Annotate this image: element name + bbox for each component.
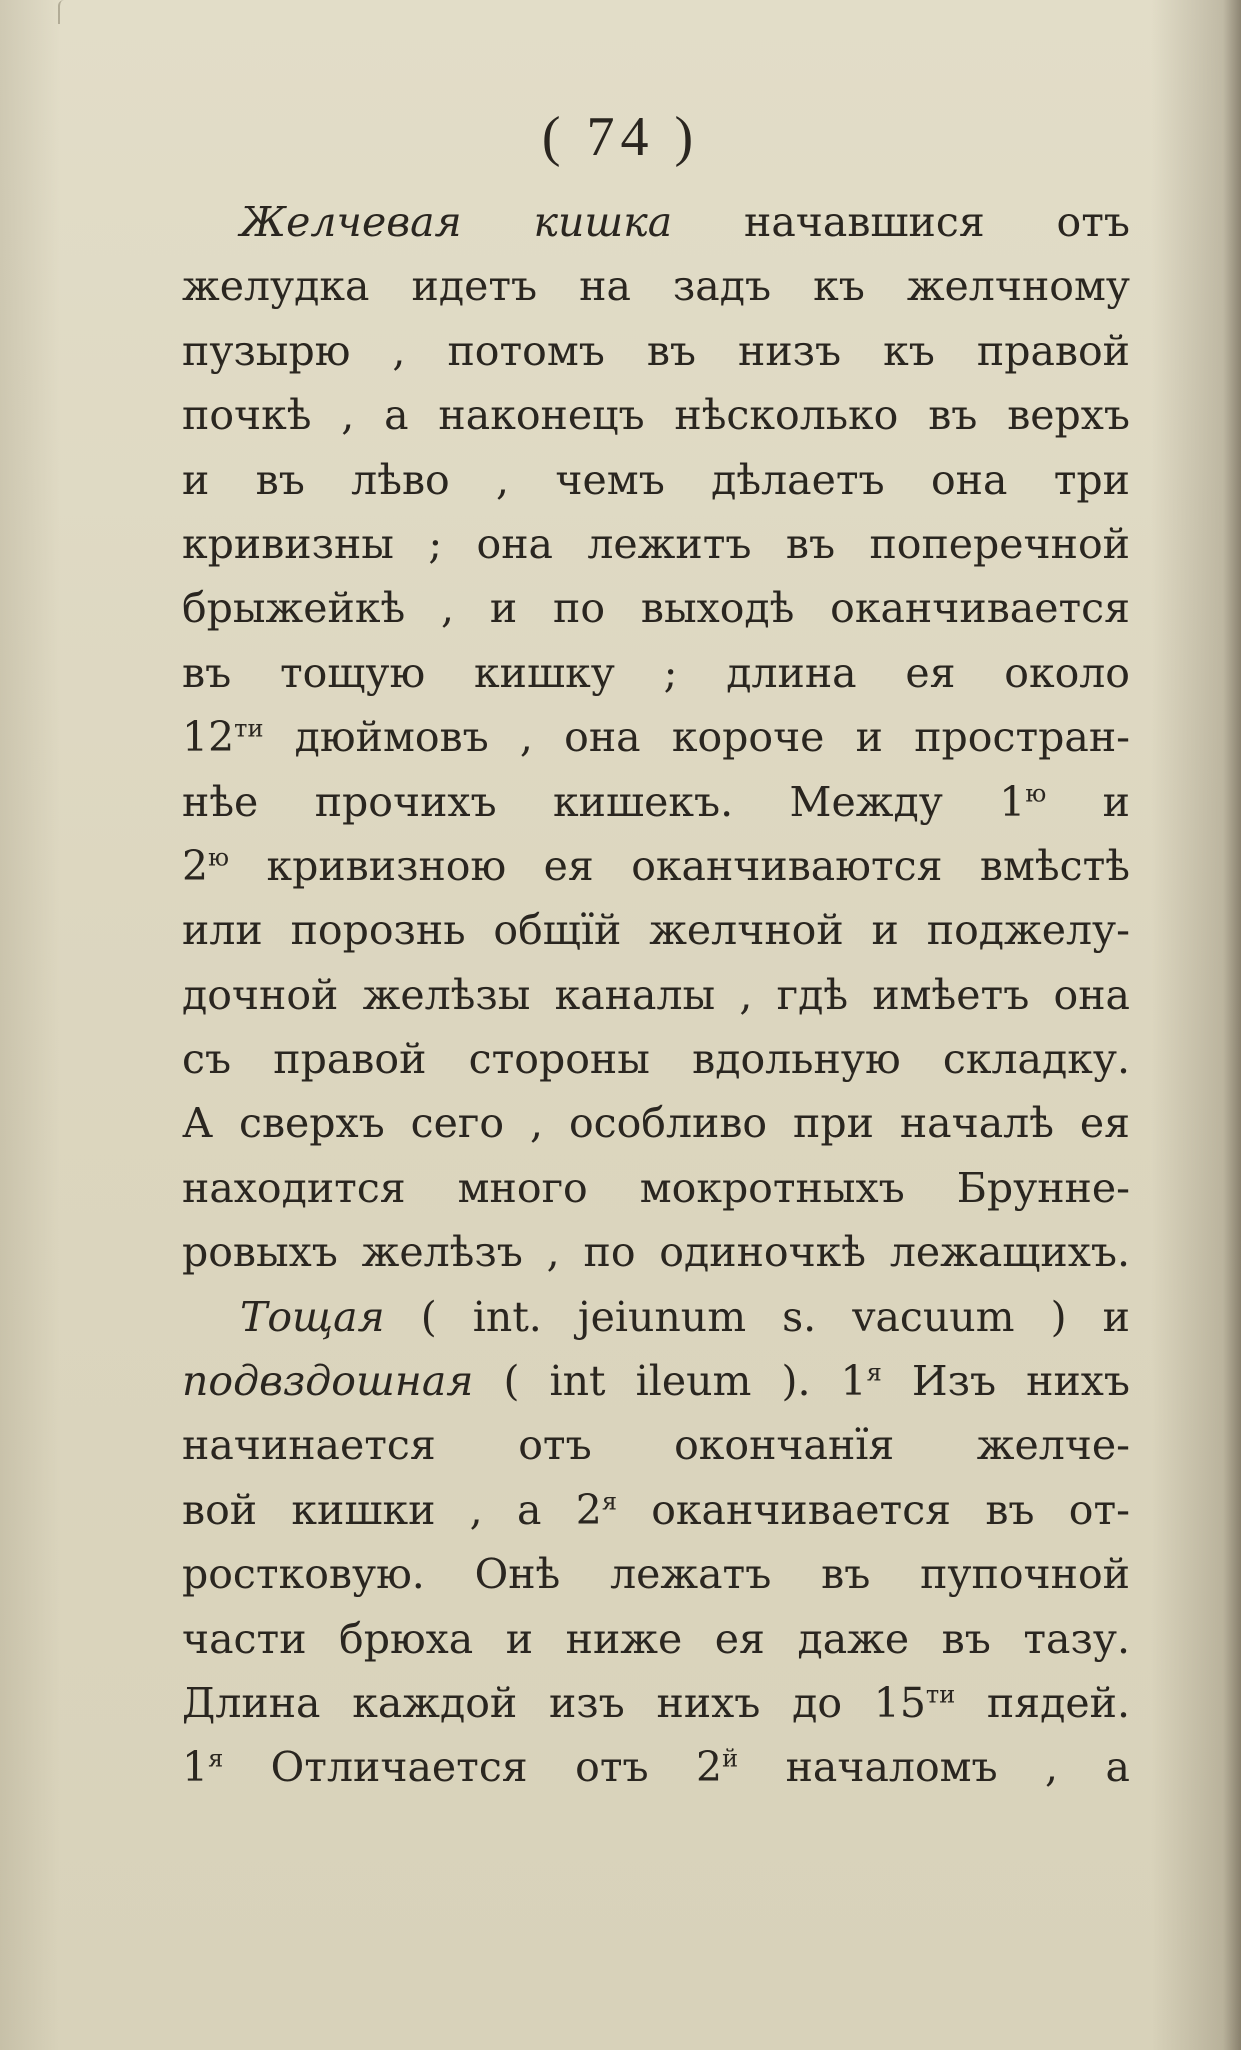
page-number: ( 74 )	[541, 106, 700, 168]
page-edge-mark	[58, 0, 66, 24]
text-line	[182, 1413, 1130, 1477]
text-line	[182, 1091, 1130, 1155]
text-run: Отличается отъ 2	[223, 1743, 723, 1792]
text-run: дочной желѣзы каналы , гдѣ имѣетъ она	[182, 970, 1130, 1019]
text-run: пузырю , потомъ въ низъ къ правой	[182, 326, 1130, 375]
superscript: ю	[1025, 778, 1047, 807]
text-line	[182, 1220, 1130, 1284]
text-run: желудка идетъ на задъ къ желчному	[182, 262, 1130, 311]
superscript: я	[208, 1744, 224, 1773]
text-run: кривизною ея оканчиваются вмѣстѣ	[229, 841, 1130, 890]
text-run: ( int. jeiunum s. vacuum ) и	[384, 1292, 1130, 1341]
text-run: находится много мокротныхъ Брунне-	[182, 1163, 1130, 1212]
text-run: и въ лѣво , чемъ дѣлаетъ она три	[182, 455, 1130, 504]
text-run: началомъ , а	[738, 1743, 1130, 1792]
text-run: брыжейкѣ , и по выходѣ оканчивается	[182, 584, 1130, 633]
text-line	[182, 512, 1130, 576]
text-run: нѣе прочихъ кишекъ. Между 1	[182, 777, 1026, 826]
italic-term: Желчевая кишка	[240, 198, 673, 246]
superscript: ти	[925, 1680, 956, 1709]
text-line	[182, 705, 1130, 769]
text-run: и	[1046, 777, 1130, 826]
superscript: ти	[234, 714, 264, 743]
text-run: А сверхъ сего , особливо при началѣ ея	[182, 1099, 1130, 1148]
text-run: Изъ нихъ	[881, 1357, 1130, 1406]
superscript: ю	[208, 843, 229, 872]
superscript: я	[601, 1487, 617, 1516]
superscript: й	[722, 1744, 739, 1773]
text-line	[182, 1285, 1130, 1349]
text-run: 12	[182, 713, 235, 762]
text-line	[182, 1542, 1130, 1606]
text-line	[182, 576, 1130, 640]
text-run: начавшися отъ	[672, 198, 1130, 246]
text-line	[182, 1607, 1130, 1671]
text-run: съ правой стороны вдольную складку.	[182, 1035, 1130, 1084]
text-line	[182, 1027, 1130, 1091]
text-run: 1	[182, 1743, 209, 1792]
text-line	[182, 834, 1130, 898]
text-run: въ тощую кишку ; длина ея около	[182, 648, 1130, 697]
text-line	[182, 1478, 1130, 1542]
text-line	[182, 898, 1130, 962]
text-run: дюймовъ , она короче и простран-	[263, 713, 1130, 762]
text-line	[182, 1156, 1130, 1220]
text-run: ровыхъ желѣзъ , по одиночкѣ лежащихъ.	[182, 1228, 1130, 1277]
text-run: 2	[182, 841, 209, 890]
text-run: ростковую. Онѣ лежатъ въ пупочной	[182, 1550, 1130, 1599]
body-text	[182, 190, 1130, 1800]
text-run: вой кишки , а 2	[182, 1485, 602, 1534]
text-line	[182, 190, 1130, 254]
text-run: почкѣ , а наконецъ нѣсколько въ верхъ	[182, 391, 1130, 440]
text-run: начинается отъ окончанїя желче-	[182, 1421, 1130, 1470]
text-line	[182, 1671, 1130, 1735]
text-run: оканчивается въ от-	[616, 1485, 1130, 1534]
text-run: пядей.	[955, 1678, 1130, 1727]
text-run: ( int ileum ). 1	[473, 1357, 867, 1406]
italic-term: Тощая	[240, 1292, 385, 1341]
text-run: или порознь общїй желчной и поджелу-	[182, 906, 1130, 955]
superscript: я	[866, 1358, 882, 1387]
text-line	[182, 319, 1130, 383]
text-run: части брюха и ниже ея даже въ тазу.	[182, 1614, 1130, 1663]
text-line	[182, 1735, 1130, 1799]
text-line	[182, 770, 1130, 834]
text-line	[182, 383, 1130, 447]
text-line	[182, 254, 1130, 318]
italic-term: подвздошная	[182, 1357, 474, 1406]
text-line	[182, 963, 1130, 1027]
text-line	[182, 448, 1130, 512]
text-line	[182, 1349, 1130, 1413]
text-run: кривизны ; она лежитъ въ поперечной	[182, 519, 1130, 568]
text-line	[182, 641, 1130, 705]
text-run: Длина каждой изъ нихъ до 15	[182, 1678, 926, 1727]
